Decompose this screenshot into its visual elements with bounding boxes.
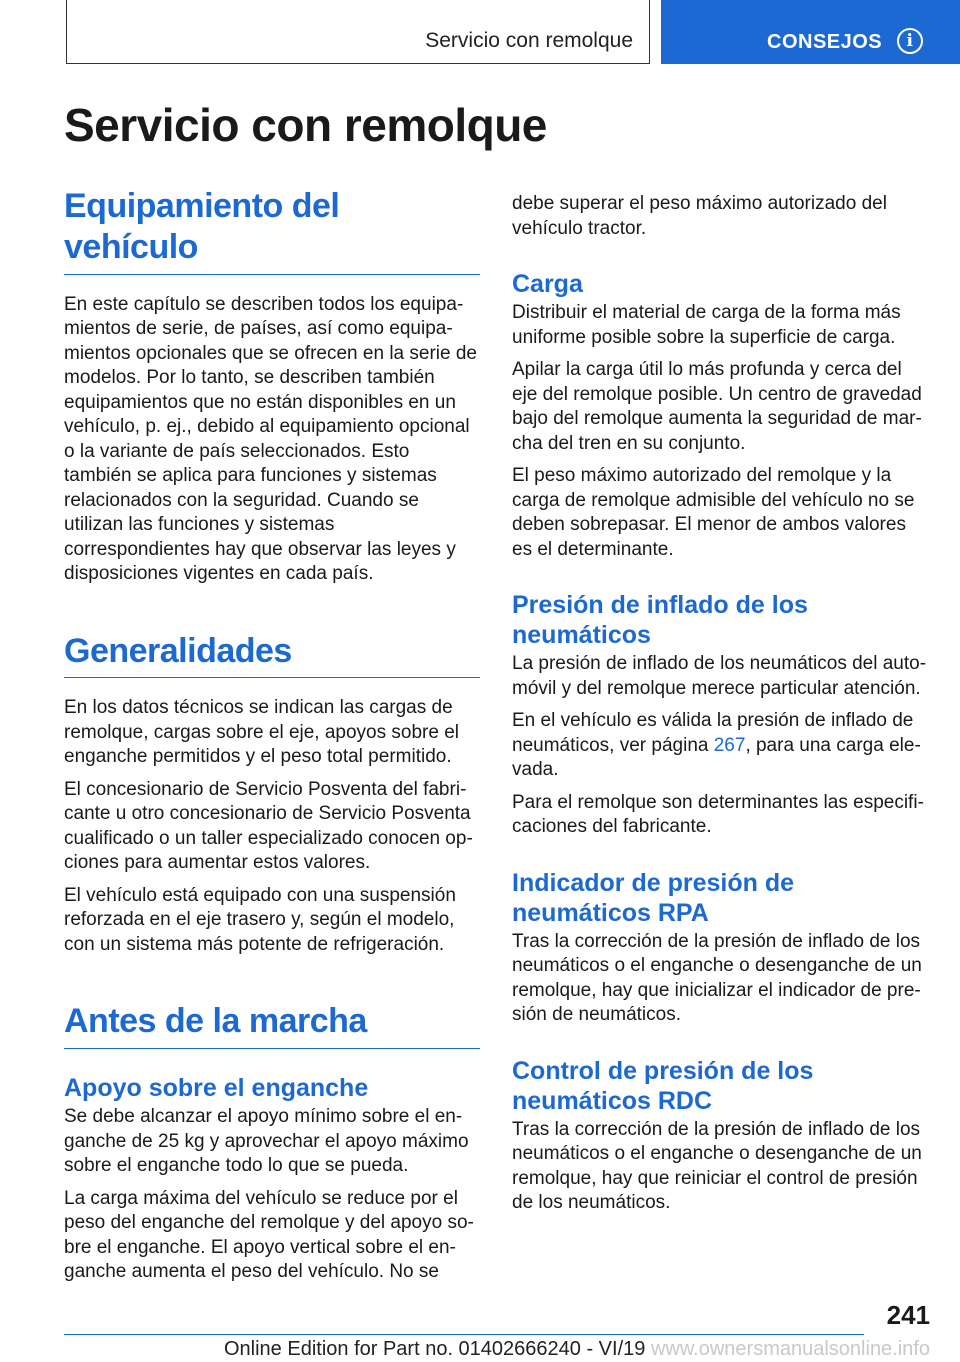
text: , para una carga elevada.: [512, 734, 921, 780]
text: En el vehículo es válida la presión de inflado de neumáticos, ver página: [512, 710, 914, 756]
paragraph: Tras la corrección de la presión de inflado de los neumáticos o el enganche o desenganche de un remolque, hay que inicializar el indicador de presión de neumáticos.: [512, 930, 922, 1025]
paragraph: El vehículo está equipado con una suspensión reforzada en el eje trasero y, según el modelo, con un sistema más potente de refrigeración.: [64, 884, 456, 955]
paragraph: Se debe alcanzar el apoyo mínimo sobre el enganche de 25 kg y aprovechar el apoyo máximo sobre el enganche todo lo que se pueda.: [64, 1106, 469, 1177]
heading-carga: Carga: [512, 270, 583, 298]
heading-generalidades: Generalidades: [64, 631, 480, 679]
paragraph: La presión de inflado de los neumáticos del automóvil y del remolque merece particular atención.: [512, 653, 927, 699]
paragraph: Tras la corrección de la presión de inflado de los neumáticos o el enganche o desenganche de un remolque, hay que reiniciar el control de presión de los neumáticos.: [512, 1118, 922, 1213]
info-icon[interactable]: i: [897, 28, 923, 54]
footer-text: [64, 1338, 930, 1361]
footer-divider: [64, 1334, 864, 1335]
paragraph: El peso máximo autorizado del remolque y la carga de remolque admisible del vehículo no se deben sobrepasar. El menor de ambos valores es el determinante.: [512, 465, 915, 560]
subheading-apoyo: Apoyo sobre el enganche: [64, 1074, 369, 1103]
paragraph: [512, 709, 930, 783]
page-number: 241: [886, 1300, 930, 1330]
paragraph: La carga máxima del vehículo se reduce por el peso del enganche del remolque y del apoyo sobre el enganche. El apoyo vertical sobre el enganche aumenta el peso del vehículo. No se: [64, 1187, 474, 1283]
paragraph: En este capítulo se describen todos los equipamientos de serie, de países, así como equipamientos opcionales que se ofrecen en la serie de modelos. Por lo tanto, se describen también equipamientos que no están disponibles en un vehículo, p. ej., debido al equipamiento opcional o la variante de país seleccionados. Esto también se aplica para funciones y sistemas relacionados con la seguridad. Cuando se utilizan las funciones y sistemas correspondientes hay que observar las leyes y disposiciones vigentes en cada país.: [64, 293, 477, 585]
right-column: [512, 192, 930, 1224]
paragraph: En los datos técnicos se indican las cargas de remolque, cargas sobre el eje, apoyos sobre el enganche permitidos y el peso total permitido.: [64, 697, 460, 768]
paragraph: Para el remolque son determinantes las especificaciones del fabricante.: [512, 791, 924, 837]
section-breadcrumb[interactable]: Servicio con remolque: [66, 0, 650, 64]
paragraph: debe superar el peso máximo autorizado del vehículo tractor.: [512, 193, 887, 239]
left-column: [64, 186, 480, 1293]
page-header: [0, 0, 960, 66]
heading-rpa: Indicador de presión de neumáticos RPA: [512, 868, 794, 927]
paragraph: El concesionario de Servicio Posventa del fabricante u otro concesionario de Servicio Posventa cualificado o un taller especializado conocen opciones para aumentar estos valores.: [64, 778, 473, 874]
paragraph: Distribuir el material de carga de la forma más uniforme posible sobre la superficie de carga.: [512, 302, 901, 348]
heading-presion-inflado: Presión de inflado de los neumáticos: [512, 591, 808, 649]
edition-text: Online Edition for Part no. 01402666240 - VI/19: [223, 1338, 646, 1360]
tab-consejos[interactable]: [661, 0, 960, 64]
heading-rdc: Control de presión de los neumáticos RDC: [512, 1056, 814, 1115]
page-link[interactable]: 267: [713, 734, 746, 756]
page-title: Servicio con remolque: [64, 99, 547, 151]
watermark: www.ownersmanualsonline.info: [650, 1338, 930, 1360]
heading-antes-de-la-marcha: Antes de la marcha: [64, 1001, 480, 1049]
paragraph: Apilar la carga útil lo más profunda y cerca del eje del remolque posible. Un centro de gravedad bajo del remolque aumenta la seguridad de marcha del tren en su conjunto.: [512, 359, 922, 454]
tab-consejos-label: CONSEJOS: [767, 31, 883, 53]
heading-equipamiento: Equipamiento del vehículo: [64, 186, 480, 275]
